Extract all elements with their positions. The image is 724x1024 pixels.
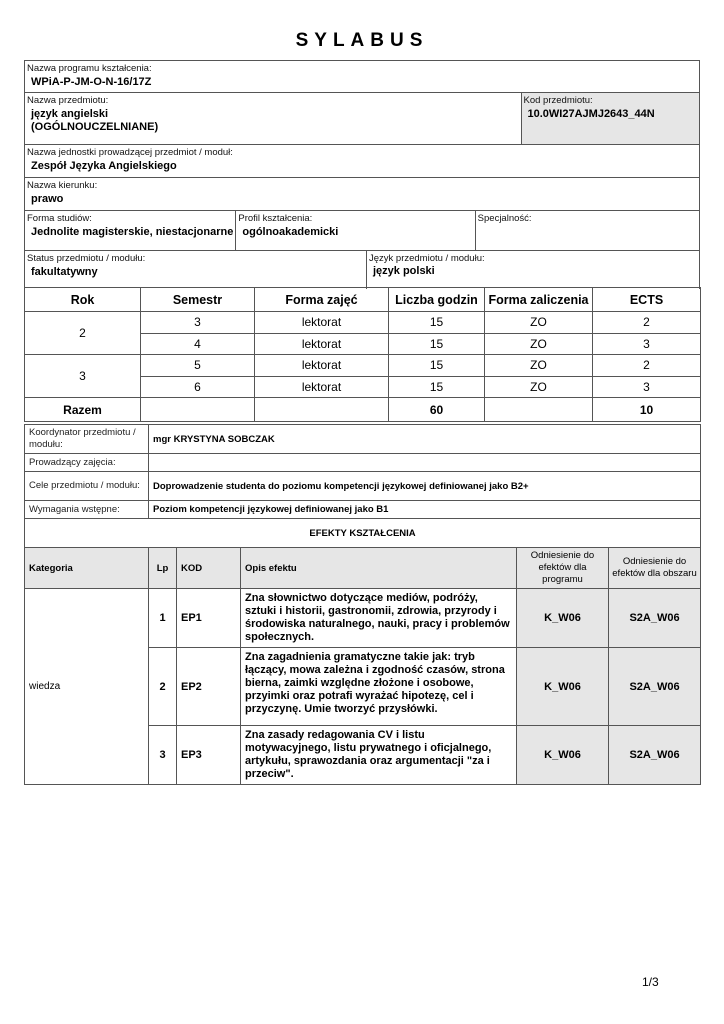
lp-cell: 3	[149, 726, 177, 785]
study-form-value: Jednolite magisterskie, niestacjonarne	[31, 226, 234, 238]
col-ref-program: Odniesienie do efektów dla programu	[517, 548, 609, 589]
goals-value: Doprowadzenie studenta do poziomu kompetencji językowej definiowanej jako B2+	[149, 472, 701, 501]
study-form-label: Forma studiów:	[27, 213, 92, 224]
forma-cell: lektorat	[255, 376, 389, 398]
total-ects: 10	[593, 398, 701, 422]
semestr-cell: 6	[141, 376, 255, 398]
godziny-cell: 15	[389, 312, 485, 334]
outcomes-table	[24, 424, 701, 785]
subject-label: Nazwa przedmiotu:	[27, 95, 109, 106]
col-semestr: Semestr	[141, 288, 255, 312]
col-forma-zaliczenia: Forma zaliczenia	[485, 288, 593, 312]
schedule-header-row	[25, 288, 701, 312]
schedule-table	[24, 287, 701, 422]
specialty-value	[478, 225, 697, 226]
ref-program-cell: K_W06	[517, 589, 609, 648]
status-label: Status przedmiotu / modułu:	[27, 253, 146, 264]
language-label: Język przedmiotu / modułu:	[368, 253, 485, 264]
field-row	[25, 178, 699, 211]
requirements-row	[25, 501, 701, 519]
profile-label: Profil kształcenia:	[238, 213, 313, 224]
ects-cell: 3	[593, 376, 701, 398]
rok-cell: 2	[25, 312, 141, 355]
total-label: Razem	[25, 398, 141, 422]
godziny-cell: 15	[389, 355, 485, 377]
lp-cell: 2	[149, 648, 177, 726]
schedule-row	[25, 355, 701, 377]
schedule-total-row	[25, 398, 701, 422]
field-label: Nazwa kierunku:	[27, 180, 98, 191]
unit-row	[25, 145, 699, 178]
ref-area-cell: S2A_W06	[609, 589, 701, 648]
document-title: SYLABUS	[295, 30, 429, 51]
outcome-row	[25, 589, 701, 648]
coordinator-value: mgr KRYSTYNA SOBCZAK	[149, 425, 701, 454]
godziny-cell: 15	[389, 376, 485, 398]
kod-cell: EP2	[177, 648, 241, 726]
kod-cell: EP3	[177, 726, 241, 785]
forma-cell: lektorat	[255, 333, 389, 355]
coordinator-row	[25, 425, 701, 454]
opis-cell: Zna zagadnienia gramatyczne takie jak: tryb łączący, mowa zależna i zgodność czasów, strona bierna, zaimki względne złożone i osobowe, przyimki oraz potrafi wyrażać hipotezę, cel i przyczynę. Umie tworzyć przysłówki.	[241, 648, 517, 726]
col-opis: Opis efektu	[241, 548, 517, 589]
col-kategoria: Kategoria	[25, 548, 149, 589]
col-liczba-godzin: Liczba godzin	[389, 288, 485, 312]
lp-cell: 1	[149, 589, 177, 648]
ref-area-cell: S2A_W06	[609, 726, 701, 785]
ref-program-cell: K_W06	[517, 726, 609, 785]
schedule-row	[25, 312, 701, 334]
subject-value-line2: (OGÓLNOUCZELNIANE)	[31, 121, 159, 133]
goals-row	[25, 472, 701, 501]
instructor-label: Prowadzący zajęcia:	[25, 454, 149, 472]
zaliczenie-cell: ZO	[485, 312, 593, 334]
col-forma-zajec: Forma zajęć	[255, 288, 389, 312]
header-fields	[24, 60, 700, 289]
col-lp: Lp	[149, 548, 177, 589]
zaliczenie-cell: ZO	[485, 355, 593, 377]
zaliczenie-cell: ZO	[485, 376, 593, 398]
subject-code-value: 10.0WI27AJMJ2643_44N	[527, 108, 655, 120]
requirements-label: Wymagania wstępne:	[25, 501, 149, 519]
outcomes-header-row	[25, 548, 701, 589]
ects-cell: 3	[593, 333, 701, 355]
status-row	[25, 251, 699, 289]
col-ref-area: Odniesienie do efektów dla obszaru	[609, 548, 701, 589]
outcomes-section-title: EFEKTY KSZTAŁCENIA	[25, 519, 701, 548]
specialty-label: Specjalność:	[477, 213, 532, 224]
col-kod: KOD	[177, 548, 241, 589]
col-ects: ECTS	[593, 288, 701, 312]
kod-cell: EP1	[177, 589, 241, 648]
unit-value: Zespół Języka Angielskiego	[31, 160, 177, 172]
field-value: prawo	[31, 193, 64, 205]
category-cell: wiedza	[25, 589, 149, 785]
requirements-value: Poziom kompetencji językowej definiowanej jako B1	[149, 501, 701, 519]
status-value: fakultatywny	[31, 266, 98, 278]
subject-value-line1: język angielski	[31, 108, 109, 120]
language-value: język polski	[372, 265, 435, 277]
ects-cell: 2	[593, 355, 701, 377]
page-number: 1/3	[642, 975, 659, 989]
godziny-cell: 15	[389, 333, 485, 355]
opis-cell: Zna słownictwo dotyczące mediów, podróży, sztuki i historii, gastronomii, zdrowia, przyrody i środowiska naturalnego, nauki, pracy i problemów społecznych.	[241, 589, 517, 648]
study-form-row	[25, 211, 699, 251]
col-rok: Rok	[25, 288, 141, 312]
program-label: Nazwa programu kształcenia:	[27, 63, 152, 74]
program-row	[25, 61, 699, 93]
ects-cell: 2	[593, 312, 701, 334]
semestr-cell: 5	[141, 355, 255, 377]
outcomes-title-row	[25, 519, 701, 548]
total-godziny: 60	[389, 398, 485, 422]
zaliczenie-cell: ZO	[485, 333, 593, 355]
instructor-value	[149, 454, 701, 472]
forma-cell: lektorat	[255, 312, 389, 334]
rok-cell: 3	[25, 355, 141, 398]
coordinator-label: Koordynator przedmiotu / modułu:	[25, 425, 149, 454]
instructor-row	[25, 454, 701, 472]
semestr-cell: 4	[141, 333, 255, 355]
opis-cell: Zna zasady redagowania CV i listu motywacyjnego, listu prywatnego i oficjalnego, artykułu, sprawozdania oraz argumentacji "za i przeciw".	[241, 726, 517, 785]
ref-program-cell: K_W06	[517, 648, 609, 726]
subject-code-label: Kod przedmiotu:	[523, 95, 593, 106]
profile-value: ogólnoakademicki	[242, 226, 339, 238]
semestr-cell: 3	[141, 312, 255, 334]
goals-label: Cele przedmiotu / modułu:	[25, 472, 149, 501]
program-value: WPiA-P-JM-O-N-16/17Z	[31, 76, 152, 88]
forma-cell: lektorat	[255, 355, 389, 377]
subject-row	[25, 93, 699, 145]
unit-label: Nazwa jednostki prowadzącej przedmiot / moduł:	[27, 147, 233, 158]
ref-area-cell: S2A_W06	[609, 648, 701, 726]
